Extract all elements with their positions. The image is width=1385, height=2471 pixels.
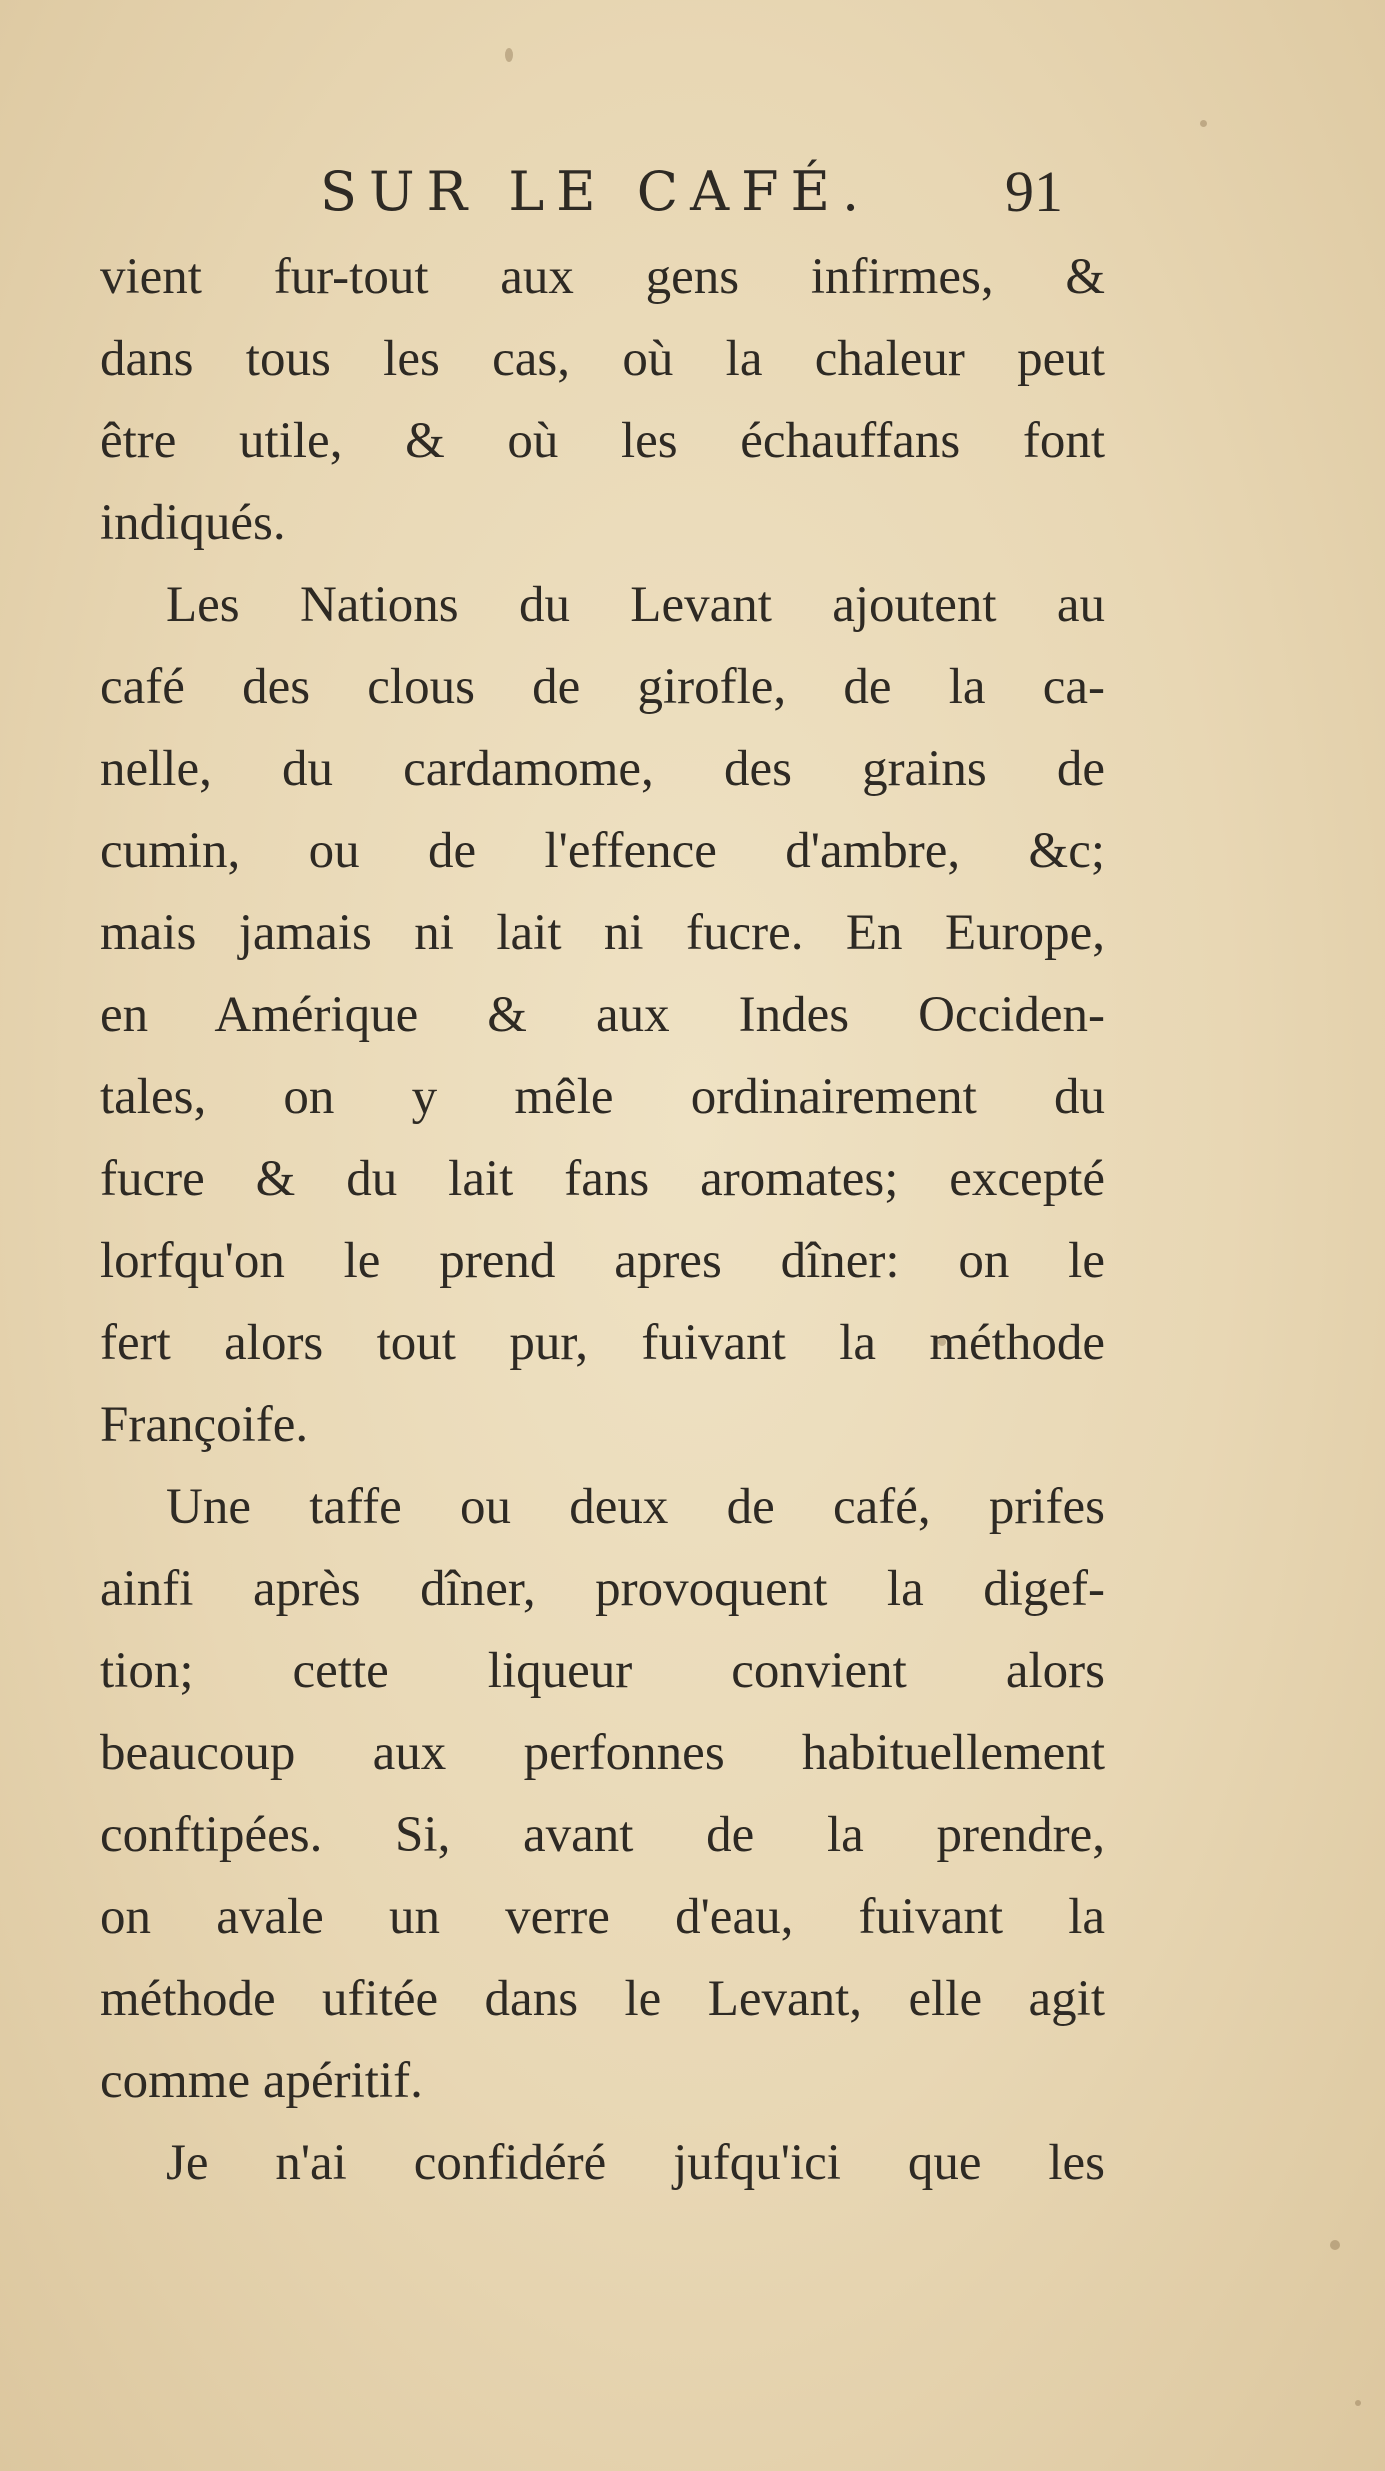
paragraph-start-line: Je n'ai confidéré jufqu'ici que les [166,2135,1105,2191]
page-header [0,152,1385,232]
text-line: vient fur-tout aux gens infirmes, & [100,249,1105,305]
body-text [100,236,1105,2204]
paper-stain [1355,2400,1361,2406]
paragraph-start-line: Une taffe ou deux de café, prifes [166,1479,1105,1535]
running-title: SUR LE CAFÉ. [320,160,872,223]
text-line: indiqués. [100,495,286,551]
text-line: on avale un verre d'eau, fuivant la [100,1889,1105,1945]
paragraph-start-line: Les Nations du Levant ajoutent au [166,577,1105,633]
text-line: fert alors tout pur, fuivant la méthode [100,1315,1105,1371]
text-line: café des clous de girofle, de la ca- [100,659,1105,715]
text-line: beaucoup aux perfonnes habituellement [100,1725,1105,1781]
paper-stain [1200,120,1207,127]
text-line: comme apéritif. [100,2053,423,2109]
text-line: tales, on y mêle ordinairement du [100,1069,1105,1125]
text-line: tion; cette liqueur convient alors [100,1643,1105,1699]
text-line: nelle, du cardamome, des grains de [100,741,1105,797]
text-line: en Amérique & aux Indes Occiden- [100,987,1105,1043]
text-line: lorfqu'on le prend apres dîner: on le [100,1233,1105,1289]
page-number: 91 [1005,159,1063,224]
text-line: mais jamais ni lait ni fucre. En Europe, [100,905,1105,961]
text-line: cumin, ou de l'effence d'ambre, &c; [100,823,1105,879]
text-line: fucre & du lait fans aromates; excepté [100,1151,1105,1207]
text-line: conftipées. Si, avant de la prendre, [100,1807,1105,1863]
text-line: Françoife. [100,1397,309,1453]
text-line: être utile, & où les échauffans font [100,413,1105,469]
paper-stain [505,48,513,62]
text-line: ainfi après dîner, provoquent la digef- [100,1561,1105,1617]
paper-stain [1330,2240,1340,2250]
text-line: dans tous les cas, où la chaleur peut [100,331,1105,387]
text-line: méthode ufitée dans le Levant, elle agit [100,1971,1105,2027]
